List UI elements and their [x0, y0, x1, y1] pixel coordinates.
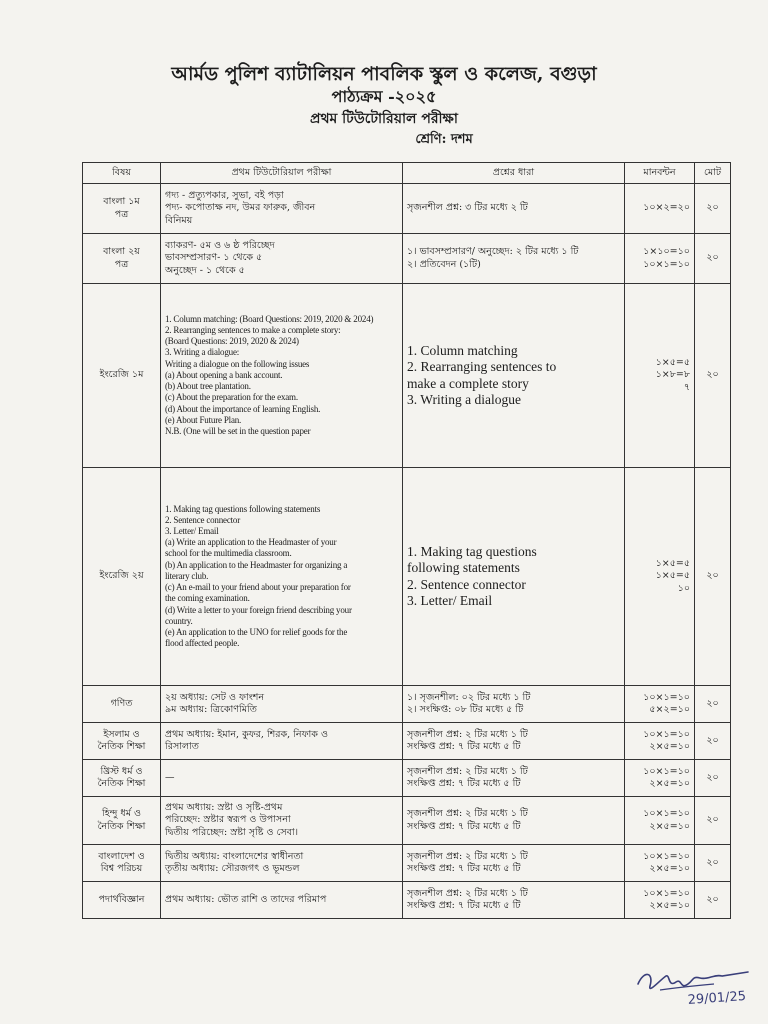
subject-cell-line: ইংরেজি ২য়: [99, 570, 144, 582]
syllabus-table: [82, 162, 731, 919]
pattern-cell-line: ২। প্রতিবেদন (১টি): [407, 258, 481, 270]
marks-cell: [625, 882, 695, 919]
table-row: [83, 797, 731, 845]
marks-cell-line: ১০×১=১০: [643, 728, 690, 740]
subject-cell-line: ইসলাম ও: [103, 728, 140, 740]
syllabus-cell: [161, 686, 403, 723]
marks-cell-line: ১০×১=১০: [643, 765, 690, 777]
table-row: [83, 760, 731, 797]
subject-cell: [83, 234, 161, 284]
subject-cell: [83, 723, 161, 760]
marks-cell-line: ২×৫=১০: [649, 900, 690, 911]
syllabus-cell-line: (Board Questions: 2019, 2020 & 2024): [165, 336, 299, 347]
total-cell: ২০: [695, 882, 731, 919]
marks-cell-line: ২×৫=১০: [649, 778, 690, 789]
marks-cell-line: ১×১০=১০: [643, 246, 690, 257]
syllabus-cell-line: 3. Letter/ Email: [165, 526, 219, 537]
pattern-cell: [403, 284, 625, 468]
pattern-cell-line: 1. Column matching: [407, 342, 518, 358]
marks-cell: [625, 468, 695, 686]
subject-cell-line: নৈতিক শিক্ষা: [97, 778, 146, 789]
syllabus-cell-line: গদ্য - প্রত্যুপকার, সুভা, বই পড়া: [165, 189, 284, 201]
syllabus-cell-line: (b) An application to the Headmaster for organizing a: [165, 559, 348, 570]
pattern-cell: [403, 882, 625, 919]
marks-cell: [625, 797, 695, 845]
syllabus-cell-line: অনুচ্ছেদ - ১ থেকে ৫: [165, 264, 245, 276]
syllabus-cell-line: পদ্য- কপোতাক্ষ নদ, উমর ফারুক, জীবন: [165, 202, 316, 214]
subject-cell: [83, 468, 161, 686]
syllabus-cell-line: ৯ম অধ্যায়: ত্রিকোণমিতি: [165, 704, 257, 715]
syllabus-cell-line: flood affected people.: [165, 638, 240, 649]
column-header-total: মোট: [695, 163, 731, 184]
pattern-cell-line: সংক্ষিপ্ত প্রশ্ন: ৭ টির মধ্যে ৫ টি: [407, 741, 521, 752]
total-cell: ২০: [695, 723, 731, 760]
syllabus-cell-line: দ্বিতীয় পরিচ্ছেদ: স্রষ্টা সৃষ্টি ও সেবা।: [165, 826, 299, 838]
marks-cell-line: ১০×১=১০: [643, 850, 690, 862]
subject-cell-line: বাংলাদেশ ও: [98, 850, 145, 862]
syllabus-cell-line: (e) About Future Plan.: [165, 414, 242, 425]
pattern-cell: [403, 184, 625, 234]
syllabus-cell: [161, 284, 403, 468]
pattern-cell: [403, 686, 625, 723]
table-row: [83, 845, 731, 882]
marks-cell-line: ১০×১=১০: [643, 691, 690, 703]
exam-title: প্রথম টিউটোরিয়াল পরীক্ষা: [310, 111, 458, 127]
syllabus-cell-line: (a) Write an application to the Headmaster of your: [165, 537, 337, 548]
syllabus-cell-line: ব্যাকরণ- ৫ম ও ৬ ষ্ঠ পরিচ্ছেদ: [165, 239, 275, 251]
syllabus-cell-line: 3. Writing a dialogue:: [165, 347, 240, 358]
subject-cell: [83, 882, 161, 919]
syllabus-cell-line: 2. Sentence connector: [165, 514, 241, 525]
marks-cell-line: ১×৮=৮: [655, 369, 690, 381]
pattern-cell-line: 3. Writing a dialogue: [407, 392, 521, 407]
column-header-pattern: প্রশ্নের ধারা: [403, 163, 625, 184]
subject-cell: [83, 284, 161, 468]
marks-cell-line: ২×৫=১০: [649, 820, 690, 832]
pattern-cell-line: ১। ভাবসম্প্রসারণ/ অনুচ্ছেদ: ২ টির মধ্যে ১ টি: [407, 246, 579, 257]
marks-cell-line: ৫×২=১০: [649, 704, 690, 715]
subject-cell: [83, 845, 161, 882]
subject-cell-line: খ্রিস্ট ধর্ম ও: [100, 765, 143, 777]
syllabus-cell-line: ২য় অধ্যায়: সেট ও ফাংশন: [165, 691, 265, 703]
syllabus-cell: [161, 760, 403, 797]
total-cell: ২০: [695, 686, 731, 723]
syllabus-cell: [161, 468, 403, 686]
marks-cell-line: ২×৫=১০: [649, 741, 690, 752]
syllabus-cell-line: প্রথম অধ্যায়: স্রষ্টা ও সৃষ্টি-প্রথম: [165, 801, 283, 813]
total-cell: ২০: [695, 797, 731, 845]
table-body: [83, 184, 731, 919]
syllabus-cell-line: country.: [165, 615, 193, 626]
pattern-cell: [403, 468, 625, 686]
marks-cell-line: ১×৫=৫: [655, 356, 690, 368]
subject-cell-line: নৈতিক শিক্ষা: [97, 820, 146, 832]
signature-date: 29/01/25: [687, 988, 747, 1008]
column-header-subject: বিষয়: [83, 163, 161, 184]
subject-cell-line: বাংলা ১ম: [103, 196, 140, 207]
pattern-cell-line: 1. Making tag questions: [407, 543, 537, 559]
table-row: [83, 686, 731, 723]
syllabus-cell-line: রিসালাত: [165, 741, 199, 752]
subject-cell-line: গণিত: [110, 697, 133, 709]
syllabus-cell-line: বিনিময়: [165, 214, 193, 226]
marks-cell: [625, 234, 695, 284]
table-row: [83, 234, 731, 284]
marks-cell-line: ১×৫=৫: [655, 557, 690, 569]
pattern-cell-line: সংক্ষিপ্ত প্রশ্ন: ৭ টির মধ্যে ৫ টি: [407, 863, 521, 874]
class-label: শ্রেণি: দশম: [415, 132, 473, 147]
syllabus-cell-line: 1. Column matching: (Board Questions: 2019, 2020 & 2024): [165, 313, 374, 324]
signature: [630, 962, 760, 1012]
total-cell: ২০: [695, 845, 731, 882]
pattern-cell: [403, 797, 625, 845]
marks-cell-line: ১×৫=৫: [655, 570, 690, 582]
syllabus-cell-line: (e) An application to the UNO for relief goods for the: [165, 626, 348, 637]
subject-cell-line: ইংরেজি ১ম: [99, 369, 144, 381]
total-cell: ২০: [695, 184, 731, 234]
table-header-row: [83, 163, 731, 184]
syllabus-cell: [161, 797, 403, 845]
syllabus-cell-line: পরিচ্ছেদ: স্রষ্টার স্বরূপ ও উপাসনা: [165, 814, 291, 826]
document-header: [0, 62, 768, 150]
pattern-cell-line: ১। সৃজনশীল: ০২ টির মধ্যে ১ টি: [407, 691, 531, 703]
marks-cell: [625, 184, 695, 234]
syllabus-cell-line: ভাবসম্প্রসারণ- ১ থেকে ৫: [165, 252, 263, 264]
table-row: [83, 723, 731, 760]
marks-cell-line: ১০×২=২০: [643, 202, 690, 214]
pattern-cell: [403, 760, 625, 797]
marks-cell-line: ১০×১=১০: [643, 808, 690, 819]
pattern-cell: [403, 723, 625, 760]
pattern-cell-line: সৃজনশীল প্রশ্ন: ৩ টির মধ্যে ২ টি: [407, 202, 528, 214]
syllabus-cell-line: প্রথম অধ্যায়: ইমান, কুফর, শিরক, নিফাক ও: [165, 728, 328, 740]
marks-cell-line: ২×৫=১০: [649, 863, 690, 874]
syllabus-cell-line: N.B. (One will be set in the question paper: [165, 425, 311, 436]
pattern-cell: [403, 845, 625, 882]
syllabus-cell: [161, 723, 403, 760]
pattern-cell-line: সৃজনশীল প্রশ্ন: ২ টির মধ্যে ১ টি: [407, 850, 528, 862]
syllabus-cell-line: (b) About tree plantation.: [165, 381, 251, 392]
pattern-cell-line: 2. Rearranging sentences to: [407, 359, 557, 374]
syllabus-cell: [161, 845, 403, 882]
pattern-cell-line: সংক্ষিপ্ত প্রশ্ন: ৭ টির মধ্যে ৫ টি: [407, 820, 521, 832]
table-row: [83, 284, 731, 468]
syllabus-cell-line: প্রথম অধ্যায়: ভৌত রাশি ও তাদের পরিমাপ: [165, 893, 327, 905]
marks-cell-line: ১০: [677, 582, 690, 594]
syllabus-cell-line: (c) An e-mail to your friend about your preparation for: [165, 582, 351, 593]
marks-cell: [625, 686, 695, 723]
pattern-cell-line: following statements: [407, 560, 520, 575]
syllabus-cell-line: the coming examination.: [165, 593, 250, 604]
column-header-syllabus: প্রথম টিউটোরিয়াল পরীক্ষা: [161, 163, 403, 184]
marks-cell: [625, 723, 695, 760]
syllabus-cell-line: literary club.: [165, 570, 209, 581]
syllabus-cell: [161, 184, 403, 234]
column-header-marks: মানবন্টন: [625, 163, 695, 184]
syllabus-cell-line: (c) About the preparation for the exam.: [165, 392, 298, 403]
subject-cell-line: হিন্দু ধর্ম ও: [102, 808, 141, 819]
pattern-cell-line: সৃজনশীল প্রশ্ন: ২ টির মধ্যে ১ টি: [407, 728, 528, 740]
pattern-cell-line: 2. Sentence connector: [407, 576, 526, 592]
table-row: [83, 184, 731, 234]
pattern-cell: [403, 234, 625, 284]
pattern-cell-line: ২। সংক্ষিপ্ত: ০৮ টির মধ্যে ৫ টি: [407, 704, 524, 715]
pattern-cell-line: সৃজনশীল প্রশ্ন: ২ টির মধ্যে ১ টি: [407, 765, 528, 777]
syllabus-cell-line: দ্বিতীয় অধ্যায়: বাংলাদেশের স্বাধীনতা: [165, 850, 304, 862]
syllabus-cell-line: (a) About opening a bank account.: [165, 369, 283, 380]
syllabus-cell: [161, 882, 403, 919]
total-cell: ২০: [695, 234, 731, 284]
table-row: [83, 882, 731, 919]
subject-cell-line: নৈতিক শিক্ষা: [97, 741, 146, 752]
subject-cell: [83, 760, 161, 797]
syllabus-cell-line: 1. Making tag questions following statements: [165, 503, 321, 514]
subject-cell-line: বিশ্ব পরিচয়: [100, 863, 143, 874]
total-cell: ২০: [695, 284, 731, 468]
subject-cell-line: পত্র: [114, 208, 129, 220]
syllabus-cell-line: (d) About the importance of learning English.: [165, 403, 321, 414]
total-cell: ২০: [695, 468, 731, 686]
pattern-cell-line: সংক্ষিপ্ত প্রশ্ন: ৭ টির মধ্যে ৫ টি: [407, 900, 521, 911]
marks-cell: [625, 284, 695, 468]
syllabus-cell: [161, 234, 403, 284]
marks-cell-line: ১০×১=১০: [643, 258, 690, 270]
subject-cell-line: পদার্থবিজ্ঞান: [98, 893, 145, 905]
subject-cell-line: পত্র: [114, 258, 129, 270]
total-cell: ২০: [695, 760, 731, 797]
subject-cell-line: বাংলা ২য়: [103, 246, 140, 257]
subject-cell: [83, 797, 161, 845]
syllabus-cell-line: —: [165, 771, 175, 783]
subject-cell: [83, 184, 161, 234]
syllabus-cell-line: (d) Write a letter to your foreign friend describing your: [165, 604, 352, 615]
pattern-cell-line: সৃজনশীল প্রশ্ন: ২ টির মধ্যে ১ টি: [407, 808, 528, 819]
subject-cell: [83, 686, 161, 723]
pattern-cell-line: make a complete story: [407, 375, 529, 391]
marks-cell: [625, 760, 695, 797]
syllabus-cell-line: Writing a dialogue on the following issues: [165, 358, 310, 369]
syllabus-title: পাঠ্যক্রম -২০২৫: [331, 87, 437, 106]
marks-cell-line: ১০×১=১০: [643, 887, 690, 899]
table-row: [83, 468, 731, 686]
marks-cell: [625, 845, 695, 882]
marks-cell-line: ৭: [683, 381, 690, 393]
syllabus-cell-line: তৃতীয় অধ্যায়: সৌরজগৎ ও ভূমন্ডল: [165, 863, 300, 874]
pattern-cell-line: সৃজনশীল প্রশ্ন: ২ টির মধ্যে ১ টি: [407, 887, 528, 899]
pattern-cell-line: সংক্ষিপ্ত প্রশ্ন: ৭ টির মধ্যে ৫ টি: [407, 778, 521, 789]
syllabus-cell-line: school for the multimedia classroom.: [165, 548, 292, 559]
pattern-cell-line: 3. Letter/ Email: [407, 593, 493, 608]
syllabus-cell-line: 2. Rearranging sentences to make a complete story:: [165, 325, 341, 336]
institution-name: আর্মড পুলিশ ব্যাটালিয়ন পাবলিক স্কুল ও কলেজ, বগুড়া: [171, 63, 597, 85]
